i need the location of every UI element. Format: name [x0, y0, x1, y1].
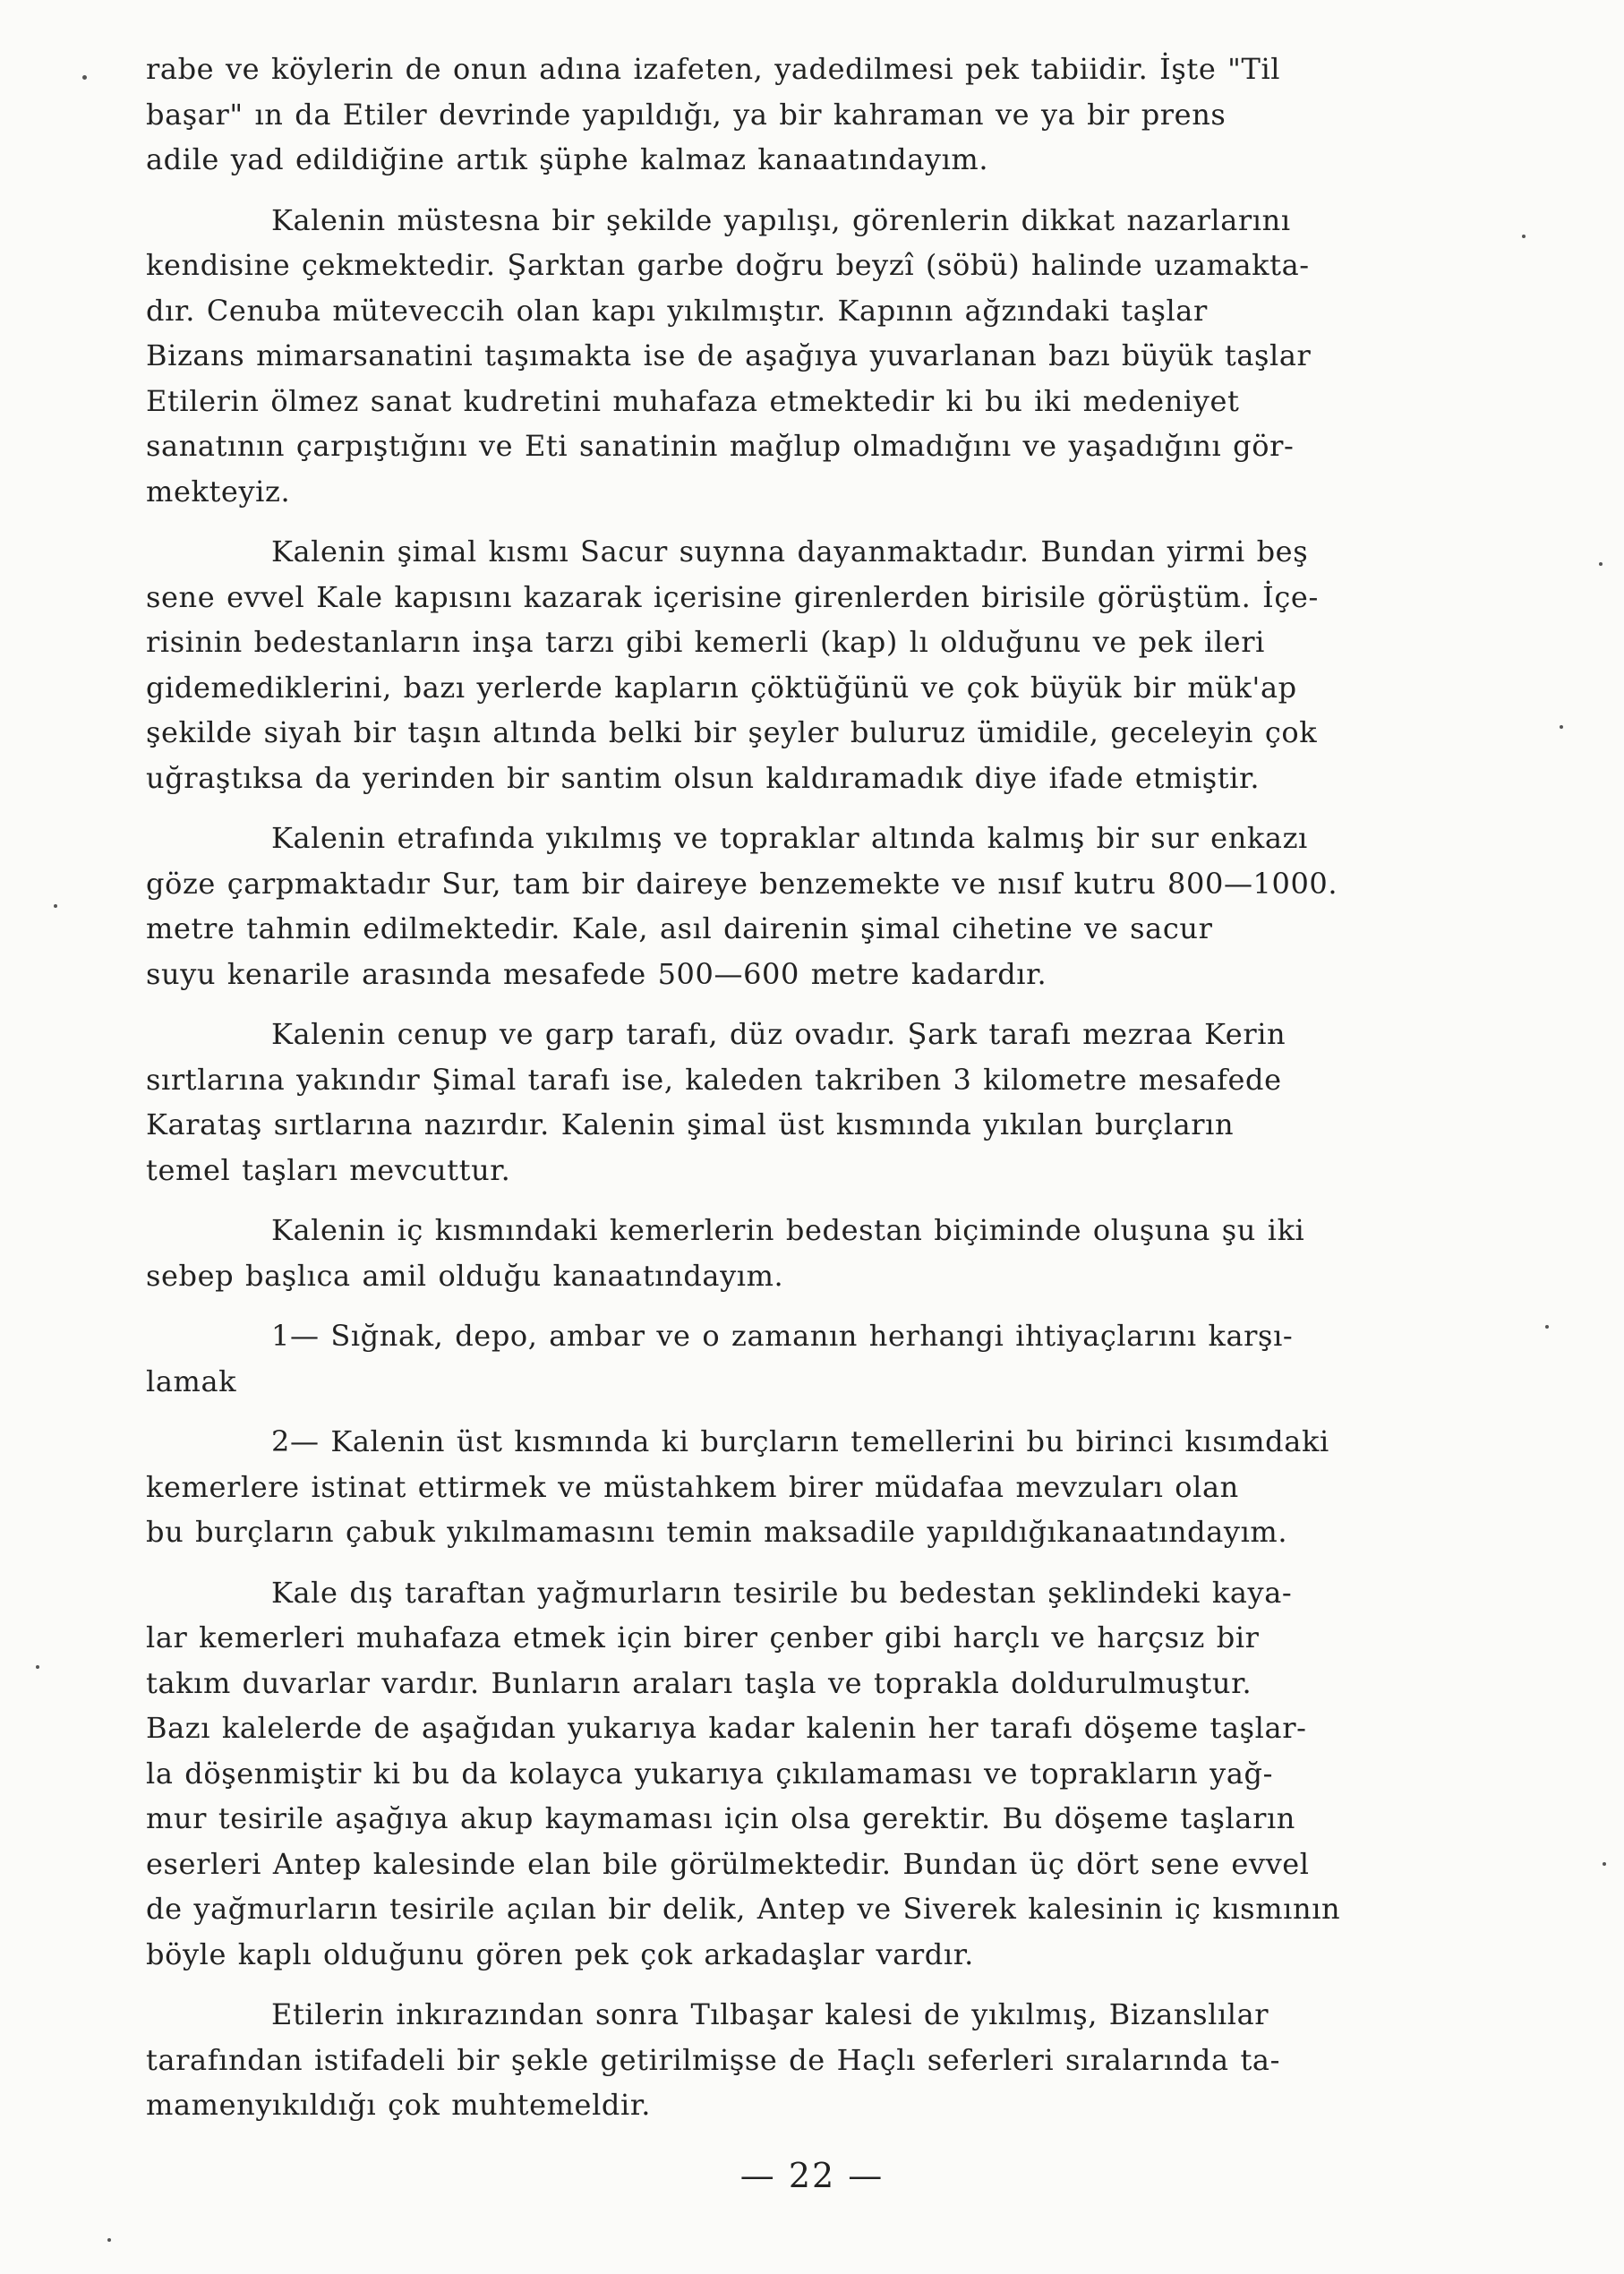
scan-speck	[82, 75, 87, 80]
list-item-2: 2— Kalenin üst kısmında ki burçların temellerini bu birinci kısımdaki kemerlere istinat ettirmek ve müstahkem birer müdafaa mevzuları olan bu burçların çabuk yıkılmamasını temin maksadile yapıldığıkanaatındayım.	[146, 1424, 1329, 1549]
paragraph-6: Kalenin iç kısmındaki kemerlerin bedestan biçiminde oluşuna şu iki sebep başlıca amil olduğu kanaatındayım.	[146, 1213, 1305, 1293]
page-number: — 22 —	[739, 2156, 885, 2195]
scan-speck	[1560, 725, 1563, 729]
paragraph-4: Kalenin etrafında yıkılmış ve topraklar altında kalmış bir sur enkazı göze çarpmaktadır Sur, tam bir daireye benzemekte ve nısıf kutru 800—1000. metre tahmin edilmektedir. Kale, asıl dairenin şimal cihetine ve sacur suyu kenarile arasında mesafede 500—600 metre kadardır.	[146, 821, 1338, 991]
paragraph-7: Kale dış taraftan yağmurların tesirile bu bedestan şeklindeki kaya- lar kemerleri muhafaza etmek için birer çenber gibi harçlı ve harçsız bir takım duvarlar vardır. Bunların araları taşla ve toprakla doldurulmuştur. Bazı kalelerde de aşağıdan yukarıya kadar kalenin her tarafı döşeme taşlar- la döşenmiştir ki bu da kolayca yukarıya çıkılamaması ve toprakların yağ- mur tesirile aşağıya akup kaymaması için olsa gerektir. Bu döşeme taşların eserleri Antep kalesinde elan bile görülmektedir. Bundan üç dört sene evvel de yağmurların tesirile açılan bir delik, Antep ve Siverek kalesinin iç kısmının böyle kaplı olduğunu gören pek çok arkadaşlar vardır.	[146, 1575, 1341, 1971]
scan-speck	[54, 904, 57, 908]
scan-speck	[1599, 562, 1603, 566]
body-text	[146, 47, 1449, 2143]
paragraph-2: Kalenin müstesna bir şekilde yapılışı, görenlerin dikkat nazarlarını kendisine çekmektedir. Şarktan garbe doğru beyzî (söbü) halinde uzamakta- dır. Cenuba müteveccih olan kapı yıkılmıştır. Kapının ağzındaki taşlar Bizans mimarsanatini taşımakta ise de aşağıya yuvarlanan bazı büyük taşlar Etilerin ölmez sanat kudretini muhafaza etmektedir ki bu iki medeniyet sanatının çarpıştığını ve Eti sanatinin mağlup olmadığını ve yaşadığını gör- mekteyiz.	[146, 202, 1312, 509]
scan-speck	[1545, 1325, 1549, 1329]
scan-speck	[36, 1665, 39, 1669]
paragraph-1: rabe ve köylerin de onun adına izafeten, yadedilmesi pek tabiidir. İşte "Til başar" ın da Etiler devrinde yapıldığı, ya bir kahraman ve ya bir prens adile yad edildiğine artık şüphe kalmaz kanaatındayım.	[146, 52, 1281, 176]
paragraph-8: Etilerin inkırazından sonra Tılbaşar kalesi de yıkılmış, Bizanslılar tarafından istifadeli bir şekle getirilmişse de Haçlı seferleri sıralarında ta- mamenyıkıldığı çok muhtemeldir.	[146, 1997, 1280, 2122]
scan-speck	[1522, 235, 1526, 238]
list-item-1: 1— Sığnak, depo, ambar ve o zamanın herhangi ihtiyaçlarını karşı- lamak	[146, 1319, 1294, 1398]
scan-speck	[1603, 1862, 1606, 1866]
paragraph-3: Kalenin şimal kısmı Sacur suynna dayanmaktadır. Bundan yirmi beş sene evvel Kale kapısını kazarak içerisine girenlerden birisile görüştüm. İçe- risinin bedestanların inşa tarzı gibi kemerli (kap) lı olduğunu ve pek ileri gidemediklerini, bazı yerlerde kapların çöktüğünü ve çok büyük bir mük'ap şekilde siyah bir taşın altında belki bir şeyler buluruz ümidile, geceleyin çok uğraştıksa da yerinden bir santim olsun kaldıramadık diye ifade etmiştir.	[146, 534, 1319, 795]
paragraph-5: Kalenin cenup ve garp tarafı, düz ovadır. Şark tarafı mezraa Kerin sırtlarına yakındır Şimal tarafı ise, kaleden takriben 3 kilometre mesafede Karataş sırtlarına nazırdır. Kalenin şimal üst kısmında yıkılan burçların temel taşları mevcuttur.	[146, 1017, 1286, 1187]
scan-speck	[107, 2238, 111, 2242]
